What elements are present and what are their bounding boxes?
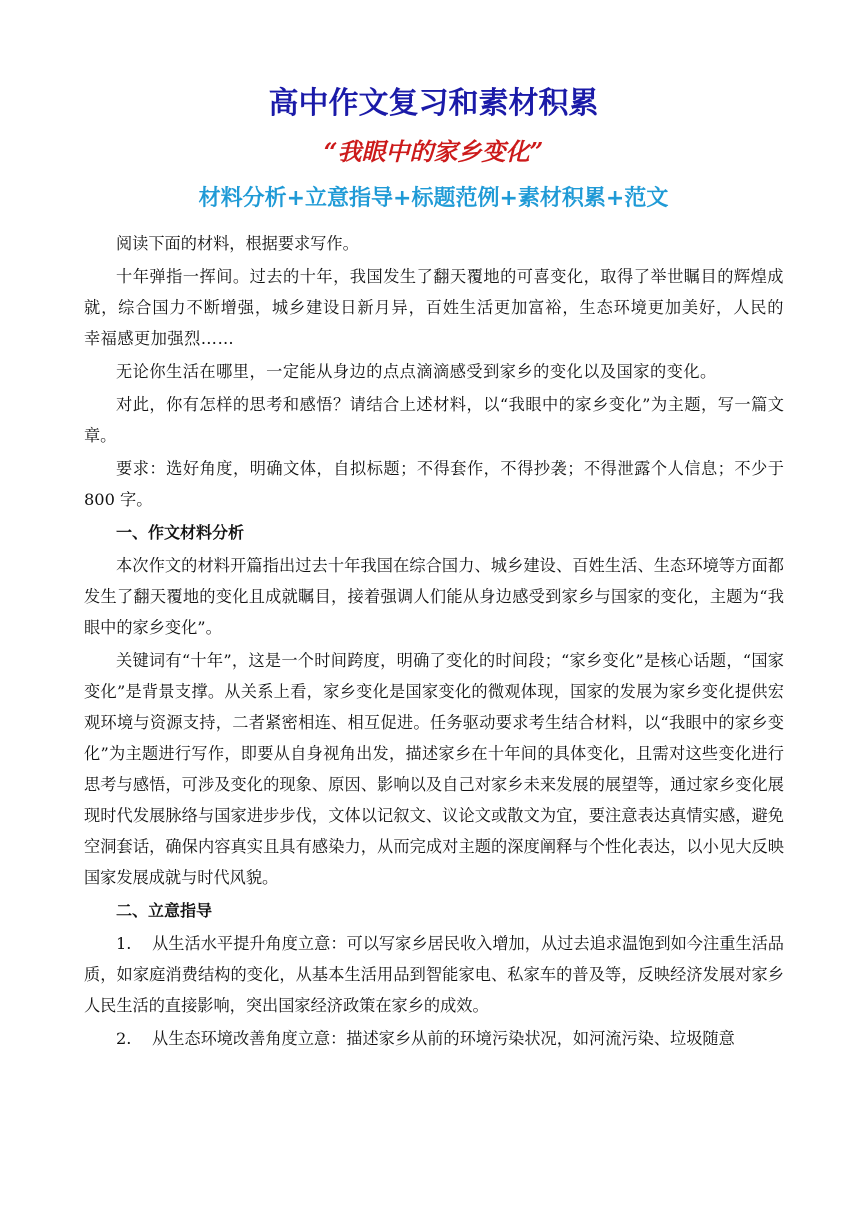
essay-topic-subtitle: “我眼中的家乡变化” — [323, 137, 544, 166]
prompt-task: 对此，你有怎样的思考和感悟？请结合上述材料，以“我眼中的家乡变化”为主题，写一篇文章。 — [84, 395, 784, 445]
section-2-item-1: 1. 从生活水平提升角度立意：可以写家乡居民收入增加，从过去追求温饱到如今注重生活品质，如家庭消费结构的变化，从基本生活用品到智能家电、私家车的普及等，反映经济发展对家乡人民生活的直接影响，突出国家经济政策在家乡的成效。 — [84, 934, 784, 1015]
prompt-material-2: 无论你生活在哪里，一定能从身边的点点滴滴感受到家乡的变化以及国家的变化。 — [116, 362, 717, 381]
prompt-intro: 阅读下面的材料，根据要求写作。 — [116, 234, 359, 253]
document-title: 高中作文复习和素材积累 — [268, 86, 599, 121]
section-1-paragraph-2: 关键词有“十年”，这是一个时间跨度，明确了变化的时间段；“家乡变化”是核心话题，“国家变化”是背景支撑。从关系上看，家乡变化是国家变化的微观体现，国家的发展为家乡变化提供宏观环境与资源支持，二者紧密相连、相互促进。任务驱动要求考生结合材料，以“我眼中的家乡变化”为主题进行写作，即要从自身视角出发，描述家乡在十年间的具体变化，且需对这些变化进行思考与感悟，可涉及变化的现象、原因、影响以及自己对家乡未来发展的展望等，通过家乡变化展现时代发展脉络与国家进步步伐，文体以记叙文、议论文或散文为宜，要注意表达真情实感，避免空洞套话，确保内容真实且具有感染力，从而完成对主题的深度阐释与个性化表达，以小见大反映国家发展成就与时代风貌。 — [84, 651, 784, 887]
section-2-heading: 二、立意指导 — [116, 901, 213, 920]
prompt-material-1: 十年弹指一挥间。过去的十年，我国发生了翻天覆地的可喜变化，取得了举世瞩目的辉煌成就，综合国力不断增强，城乡建设日新月异，百姓生活更加富裕，生态环境更加美好，人民的幸福感更加强烈…… — [84, 267, 784, 348]
document-body — [84, 228, 784, 1056]
contents-line: 材料分析+立意指导+标题范例+素材积累+范文 — [198, 186, 669, 211]
prompt-requirements: 要求：选好角度，明确文体，自拟标题；不得套作，不得抄袭；不得泄露个人信息；不少于 800 字。 — [84, 459, 784, 509]
section-1-paragraph-1: 本次作文的材料开篇指出过去十年我国在综合国力、城乡建设、百姓生活、生态环境等方面都发生了翻天覆地的变化且成就瞩目，接着强调人们能从身边感受到家乡与国家的变化，主题为“我眼中的家乡变化”。 — [84, 556, 784, 637]
section-2-item-2: 2. 从生态环境改善角度立意：描述家乡从前的环境污染状况，如河流污染、垃圾随意 — [116, 1029, 735, 1048]
section-1-heading: 一、作文材料分析 — [116, 523, 245, 542]
